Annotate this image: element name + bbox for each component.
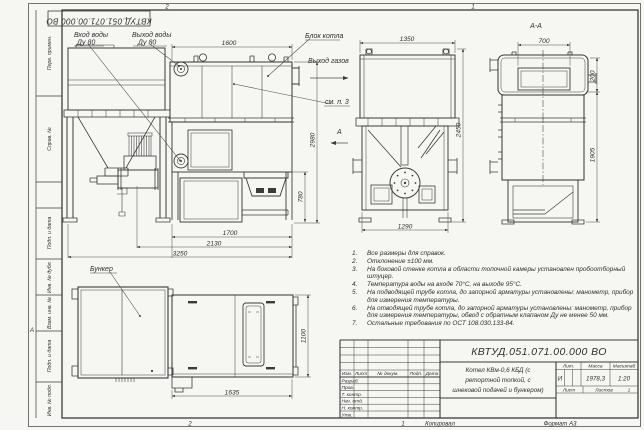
margin-label: Перв. примен. xyxy=(47,35,53,71)
item-title-line3: шнековой подачей и бункером) xyxy=(452,387,544,394)
see-note-3-label: см. п. 3 xyxy=(325,99,349,106)
footer-copied: Копировал xyxy=(425,421,455,428)
doc-number: КВТУД.051.071.00.000 ВО xyxy=(471,346,607,358)
row-nkontr: Н. контр. xyxy=(341,406,364,412)
note-number: 1. xyxy=(352,250,358,257)
note-text: На подводящей трубе котла, до запорной арматуры установлены: манометр, прибор для измерения температуры. xyxy=(367,289,634,304)
row-prov: Пров. xyxy=(341,386,355,392)
margin-label: Взам. инв. № xyxy=(47,296,53,330)
margin-label: Подп. и дата xyxy=(47,216,53,250)
dim-2980: 2980 xyxy=(309,132,317,148)
header-lit: Лит. xyxy=(562,364,575,370)
dim-1290: 1290 xyxy=(397,223,413,231)
col-date: Дата xyxy=(425,372,439,377)
header-mass: Масса xyxy=(588,364,603,370)
dim-1700: 1700 xyxy=(222,230,238,237)
section-arrow-letter: А xyxy=(337,129,342,136)
header-sheet: Лист xyxy=(562,388,576,394)
scale-value: 1:20 xyxy=(617,375,631,383)
note-text: На отводящей трубе котла, до запорной арматуры установлены: манометр, прибор для измерения температуры, обвод с обратным клапаном Ду не менее 50 мм. xyxy=(367,304,632,320)
note-item xyxy=(352,320,638,327)
row-utv: Утв. xyxy=(341,413,353,419)
gas-outlet-label: Выход газов xyxy=(308,58,349,65)
note-number: 3. xyxy=(352,265,358,273)
footer-format: Формат А3 xyxy=(543,421,577,428)
lit-value: И xyxy=(557,375,563,383)
row-razrab: Разраб. xyxy=(341,379,359,385)
col-sign: Подп. xyxy=(409,372,423,377)
note-number: 6. xyxy=(352,304,358,312)
dim-3250: 3250 xyxy=(172,250,188,258)
water-outlet-dn: Ду 80 xyxy=(138,39,157,47)
note-item xyxy=(352,305,638,320)
col-list: Лист xyxy=(354,372,368,377)
col-izm: Изм. xyxy=(341,372,353,377)
zone-number-top-left: 2 xyxy=(165,4,169,11)
zone-number-bottom-left: 2 xyxy=(188,421,192,428)
dim-1600: 1600 xyxy=(221,40,237,47)
margin-label: Инв. № дубл. xyxy=(47,261,53,293)
note-number: 5. xyxy=(352,289,358,297)
item-title-line2: ретортной топкой, с xyxy=(465,377,531,384)
title-block-texts xyxy=(342,346,636,418)
row-tkontr: Т. контр. xyxy=(341,392,363,398)
note-text: Все размеры для справок. xyxy=(367,250,446,257)
zone-number-top-right: 1 xyxy=(471,4,475,11)
margin-label: Подп. и дата xyxy=(47,339,53,373)
mass-value: 1978,3 xyxy=(586,375,605,383)
dim-1100: 1100 xyxy=(300,328,308,344)
margin-label: Справ. № xyxy=(47,127,53,151)
dim-2130: 2130 xyxy=(206,240,222,248)
note-text: На боковой стенке котла в области топочной камеры установлен пробоотборный штуцер. xyxy=(367,265,626,281)
col-doc: № докум. xyxy=(377,372,399,377)
technical-notes xyxy=(352,250,638,328)
note-number: 2. xyxy=(352,257,358,265)
dim-1350: 1350 xyxy=(399,36,415,43)
water-inlet-label: Вход воды xyxy=(74,32,108,39)
bunker-label: Бункер xyxy=(90,266,113,273)
margin-labels xyxy=(47,36,53,416)
note-text: Температура воды на входе 70°С, на выходе 95°С. xyxy=(367,281,522,289)
dim-1905: 1905 xyxy=(589,147,597,163)
section-view-title: А-А xyxy=(530,23,542,30)
note-item xyxy=(352,281,638,288)
end-view-boiler xyxy=(353,49,459,222)
dim-700: 700 xyxy=(538,38,550,45)
sheet-frame xyxy=(29,4,641,427)
front-view-boiler-block xyxy=(168,54,299,222)
water-inlet-dn: Ду 80 xyxy=(77,39,96,47)
dim-780: 780 xyxy=(297,191,305,203)
note-item xyxy=(352,258,638,265)
header-scale: Масштаб xyxy=(612,364,636,370)
dim-1635: 1635 xyxy=(224,389,240,397)
top-stamp-number: КВТУД.051.071.00.000 ВО xyxy=(46,16,152,26)
note-text: Отклонение ±100 мм. xyxy=(367,257,434,265)
margin-label: Инв. № подл. xyxy=(47,383,53,417)
zone-letter-left: А xyxy=(29,328,35,334)
water-outlet-label: Выход воды xyxy=(132,32,172,39)
note-item xyxy=(352,250,638,257)
side-view-bunker-feeder xyxy=(63,45,170,222)
note-text: Остальные требования по ОСТ 108.030.133-84. xyxy=(367,320,515,328)
note-item xyxy=(352,289,638,304)
dim-200: 200 xyxy=(589,70,597,82)
dim-2450: 2450 xyxy=(455,122,463,138)
section-view-a-a xyxy=(490,50,596,224)
zone-number-bottom-right: 1 xyxy=(401,421,405,428)
row-nachotd: Нач. отд. xyxy=(341,399,364,405)
note-number: 4. xyxy=(352,281,358,289)
item-title-line1: Котел КВм-0,6 КБД (с xyxy=(465,367,531,374)
sheets-value: 1 xyxy=(627,388,631,394)
header-sheets: Листов xyxy=(595,388,613,394)
boiler-block-label: Блок котла xyxy=(305,33,344,40)
note-item xyxy=(352,266,638,281)
note-number: 7. xyxy=(352,320,358,328)
plan-view xyxy=(72,287,298,392)
